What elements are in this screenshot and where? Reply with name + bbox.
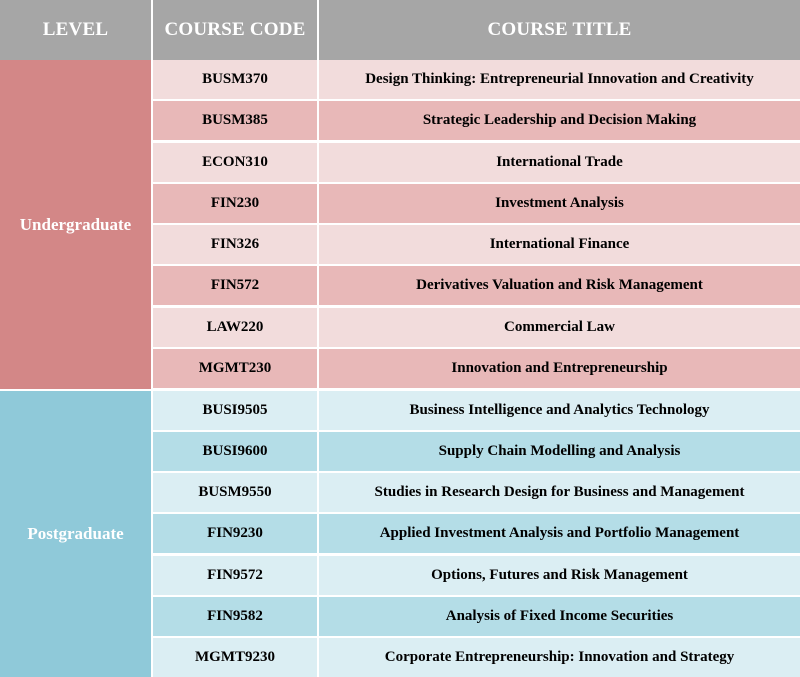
- course-code: FIN326: [210, 236, 260, 252]
- table-row: [153, 266, 800, 305]
- table-row: [153, 597, 800, 636]
- course-code: ECON310: [202, 154, 268, 170]
- course-title: Supply Chain Modelling and Analysis: [317, 432, 800, 471]
- course-code: MGMT9230: [195, 649, 275, 665]
- course-code: FIN230: [210, 195, 260, 211]
- course-code: LAW220: [206, 319, 264, 335]
- course-title: Corporate Entrepreneurship: Innovation and Strategy: [317, 638, 800, 677]
- header-level: LEVEL: [42, 19, 109, 40]
- table-row: [153, 308, 800, 347]
- course-code: BUSM370: [202, 71, 268, 87]
- table-row: [153, 432, 800, 471]
- course-title: Applied Investment Analysis and Portfolio Management: [317, 514, 800, 553]
- course-code: MGMT230: [198, 360, 272, 376]
- course-code: FIN9582: [207, 608, 263, 624]
- table-row: [153, 184, 800, 223]
- course-title: Analysis of Fixed Income Securities: [317, 597, 800, 636]
- table-row: [153, 143, 800, 182]
- table-header: [0, 0, 800, 60]
- level-postgraduate: Postgraduate: [0, 391, 151, 677]
- table-row: [153, 60, 800, 99]
- table-row: [153, 556, 800, 595]
- course-code: BUSM385: [202, 112, 268, 128]
- course-code: BUSI9600: [202, 443, 268, 459]
- course-title: Options, Futures and Risk Management: [317, 556, 800, 595]
- course-title: International Finance: [317, 225, 800, 264]
- table-row: [153, 225, 800, 264]
- table-row: [153, 638, 800, 677]
- table-row: [153, 514, 800, 553]
- course-title: International Trade: [317, 143, 800, 182]
- level-undergraduate: Undergraduate: [0, 60, 151, 389]
- course-title: Design Thinking: Entrepreneurial Innovation and Creativity: [317, 60, 800, 99]
- header-course-title: COURSE TITLE: [487, 19, 632, 40]
- course-title: Studies in Research Design for Business and Management: [317, 473, 800, 512]
- header-course-code: COURSE CODE: [164, 19, 306, 40]
- table-row: [153, 349, 800, 388]
- table-row: [153, 473, 800, 512]
- course-title: Commercial Law: [317, 308, 800, 347]
- course-code: FIN572: [210, 277, 260, 293]
- table-row: [153, 101, 800, 140]
- course-title: Business Intelligence and Analytics Technology: [317, 391, 800, 430]
- table-row: [153, 391, 800, 430]
- course-title: Strategic Leadership and Decision Making: [317, 101, 800, 140]
- course-code: BUSI9505: [202, 402, 268, 418]
- course-code: FIN9230: [207, 525, 263, 541]
- course-title: Derivatives Valuation and Risk Management: [317, 266, 800, 305]
- course-code: FIN9572: [207, 567, 263, 583]
- course-title: Innovation and Entrepreneurship: [317, 349, 800, 388]
- course-code: BUSM9550: [198, 484, 272, 500]
- course-title: Investment Analysis: [317, 184, 800, 223]
